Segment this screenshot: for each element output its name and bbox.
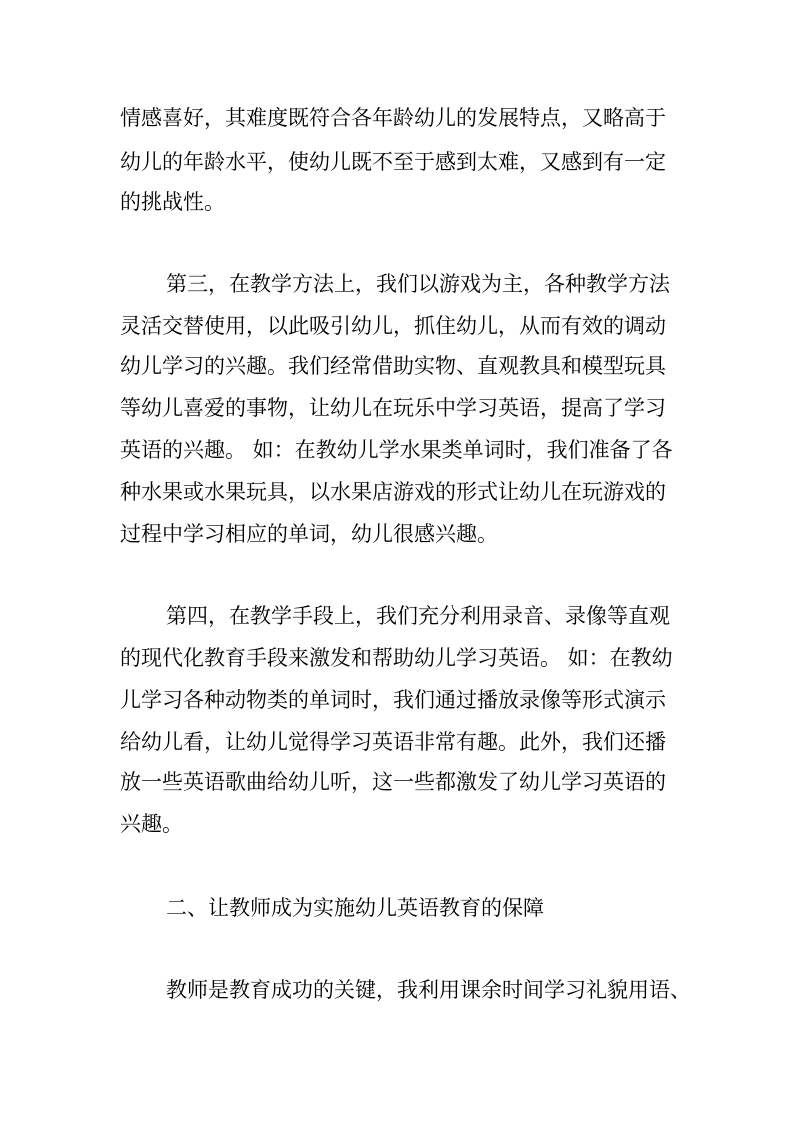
paragraph-line: 种水果或水果玩具，以水果店游戏的形式让幼儿在玩游戏的 bbox=[120, 480, 666, 504]
paragraph-line: 第三，在教学方法上，我们以游戏为主，各种教学方法 bbox=[166, 272, 670, 296]
paragraph-line: 幼儿的年龄水平，使幼儿既不至于感到太难，又感到有一定 bbox=[120, 150, 666, 174]
paragraph-line: 给幼儿看，让幼儿觉得学习英语非常有趣。此外，我们还播 bbox=[120, 730, 666, 754]
paragraph-line: 灵活交替使用，以此吸引幼儿，抓住幼儿，从而有效的调动 bbox=[120, 314, 666, 338]
paragraph-line: 教师是教育成功的关键，我利用课余时间学习礼貌用语、 bbox=[166, 978, 691, 1002]
paragraph-line: 幼儿学习的兴趣。我们经常借助实物、直观教具和模型玩具 bbox=[120, 354, 666, 378]
paragraph-line: 情感喜好，其难度既符合各年龄幼儿的发展特点，又略高于 bbox=[120, 106, 666, 130]
paragraph-line: 过程中学习相应的单词，幼儿很感兴趣。 bbox=[120, 522, 498, 546]
paragraph-line: 的挑战性。 bbox=[120, 190, 225, 214]
paragraph-line: 儿学习各种动物类的单词时，我们通过播放录像等形式演示 bbox=[120, 688, 666, 712]
paragraph-line: 放一些英语歌曲给幼儿听，这一些都激发了幼儿学习英语的 bbox=[120, 770, 666, 794]
paragraph-line: 英语的兴趣。 如：在教幼儿学水果类单词时，我们准备了各 bbox=[120, 438, 673, 462]
paragraph-line: 第四，在教学手段上，我们充分利用录音、录像等直观 bbox=[166, 604, 670, 628]
section-heading: 二、让教师成为实施幼儿英语教育的保障 bbox=[166, 896, 544, 920]
paragraph-line: 兴趣。 bbox=[120, 812, 183, 836]
paragraph-line: 等幼儿喜爱的事物，让幼儿在玩乐中学习英语，提高了学习 bbox=[120, 396, 666, 420]
paragraph-line: 的现代化教育手段来激发和帮助幼儿学习英语。 如：在教幼 bbox=[120, 646, 673, 670]
